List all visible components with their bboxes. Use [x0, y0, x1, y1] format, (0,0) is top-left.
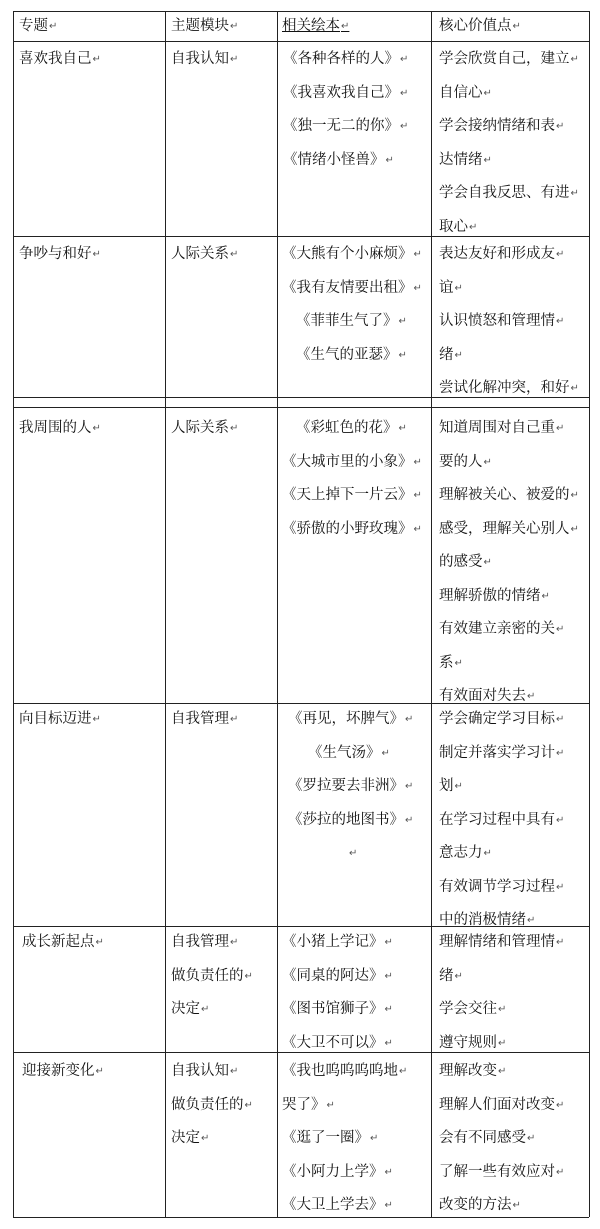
row-values: 学会确定学习目标 ↵ 制定并落实学习计 ↵ 划 ↵ 在学习过程中具有 ↵ 意志力 ↵ 有效调节学习过程 ↵ 中的消极情绪 ↵ — [439, 703, 564, 938]
row-books: 《各种各样的人》 ↵ 《我喜欢我自己》 ↵ 《独一无二的你》 ↵ 《情绪小怪兽》 ↵ — [283, 43, 408, 177]
row-books: 《小猪上学记》 ↵ 《同桌的阿达》 ↵ 《图书馆狮子》 ↵ 《大卫不可以》 ↵ — [282, 926, 393, 1060]
table-border-right — [589, 11, 590, 1217]
row-books: 《我也呜呜呜呜地 ↵ 哭了》 ↵ 《逛了一圈》 ↵ 《小阿力上学》 ↵ 《大卫上学去》 ↵ — [282, 1055, 407, 1223]
row-topic: 向目标迈进 ↵ — [19, 703, 101, 737]
row-books: 《大熊有个小麻烦》 ↵ 《我有友情要出租》 ↵ 《菲菲生气了》 ↵ 《生气的亚瑟》 ↵ — [282, 238, 422, 372]
column-divider — [165, 11, 166, 1217]
row-values: 理解情绪和管理情 ↵ 绪 ↵ 学会交往 ↵ 遵守规则 ↵ — [439, 926, 564, 1060]
row-module: 自我管理 ↵ 做负责任的 ↵ 决定 ↵ — [171, 926, 253, 1027]
row-values: 知道周围对自己重 ↵ 要的人 ↵ 理解被关心、被爱的 ↵ 感受，理解关心别人 ↵ 的感受 ↵ 理解骄傲的情绪 ↵ 有效建立亲密的关 ↵ 系 ↵ 有效面对失去 ↵ — [439, 412, 579, 714]
row-books: 《彩虹色的花》 ↵ 《大城市里的小象》 ↵ 《天上掉下一片云》 ↵ 《骄傲的小野玫瑰》 ↵ — [282, 412, 422, 546]
header-books: 相关绘本 ↵ — [282, 10, 349, 44]
column-divider — [277, 11, 278, 1217]
row-values: 学会欣赏自己，建立 ↵ 自信心 ↵ 学会接纳情绪和表 ↵ 达情绪 ↵ 学会自我反思、有进 ↵ 取心 ↵ — [439, 43, 579, 244]
row-module: 自我认知 ↵ — [171, 43, 238, 77]
table-border-left — [13, 11, 14, 1217]
row-values: 表达友好和形成友 ↵ 谊 ↵ 认识愤怒和管理情 ↵ 绪 ↵ 尝试化解冲突，和好 ↵ — [439, 238, 579, 406]
row-topic: 迎接新变化 ↵ — [22, 1055, 104, 1089]
header-module: 主题模块 ↵ — [171, 10, 238, 44]
row-topic: 喜欢我自己 ↵ — [19, 43, 101, 77]
row-module: 自我认知 ↵ 做负责任的 ↵ 决定 ↵ — [171, 1055, 253, 1156]
row-module: 人际关系 ↵ — [171, 412, 238, 446]
column-divider — [431, 11, 432, 1217]
row-books: 《再见，坏脾气》 ↵ 《生气汤》 ↵ 《罗拉要去非洲》 ↵ 《莎拉的地图书》 ↵ ↵ — [282, 703, 413, 871]
row-values: 理解改变 ↵ 理解人们面对改变 ↵ 会有不同感受 ↵ 了解一些有效应对 ↵ 改变的方法 ↵ — [439, 1055, 564, 1223]
row-module: 自我管理 ↵ — [171, 703, 238, 737]
row-module: 人际关系 ↵ — [171, 238, 238, 272]
row-divider — [13, 407, 589, 408]
header-values: 核心价值点 ↵ — [439, 10, 521, 44]
row-topic: 成长新起点 ↵ — [22, 926, 104, 960]
header-topic: 专题 ↵ — [19, 10, 57, 44]
row-topic: 我周围的人 ↵ — [19, 412, 101, 446]
row-topic: 争吵与和好 ↵ — [19, 238, 101, 272]
